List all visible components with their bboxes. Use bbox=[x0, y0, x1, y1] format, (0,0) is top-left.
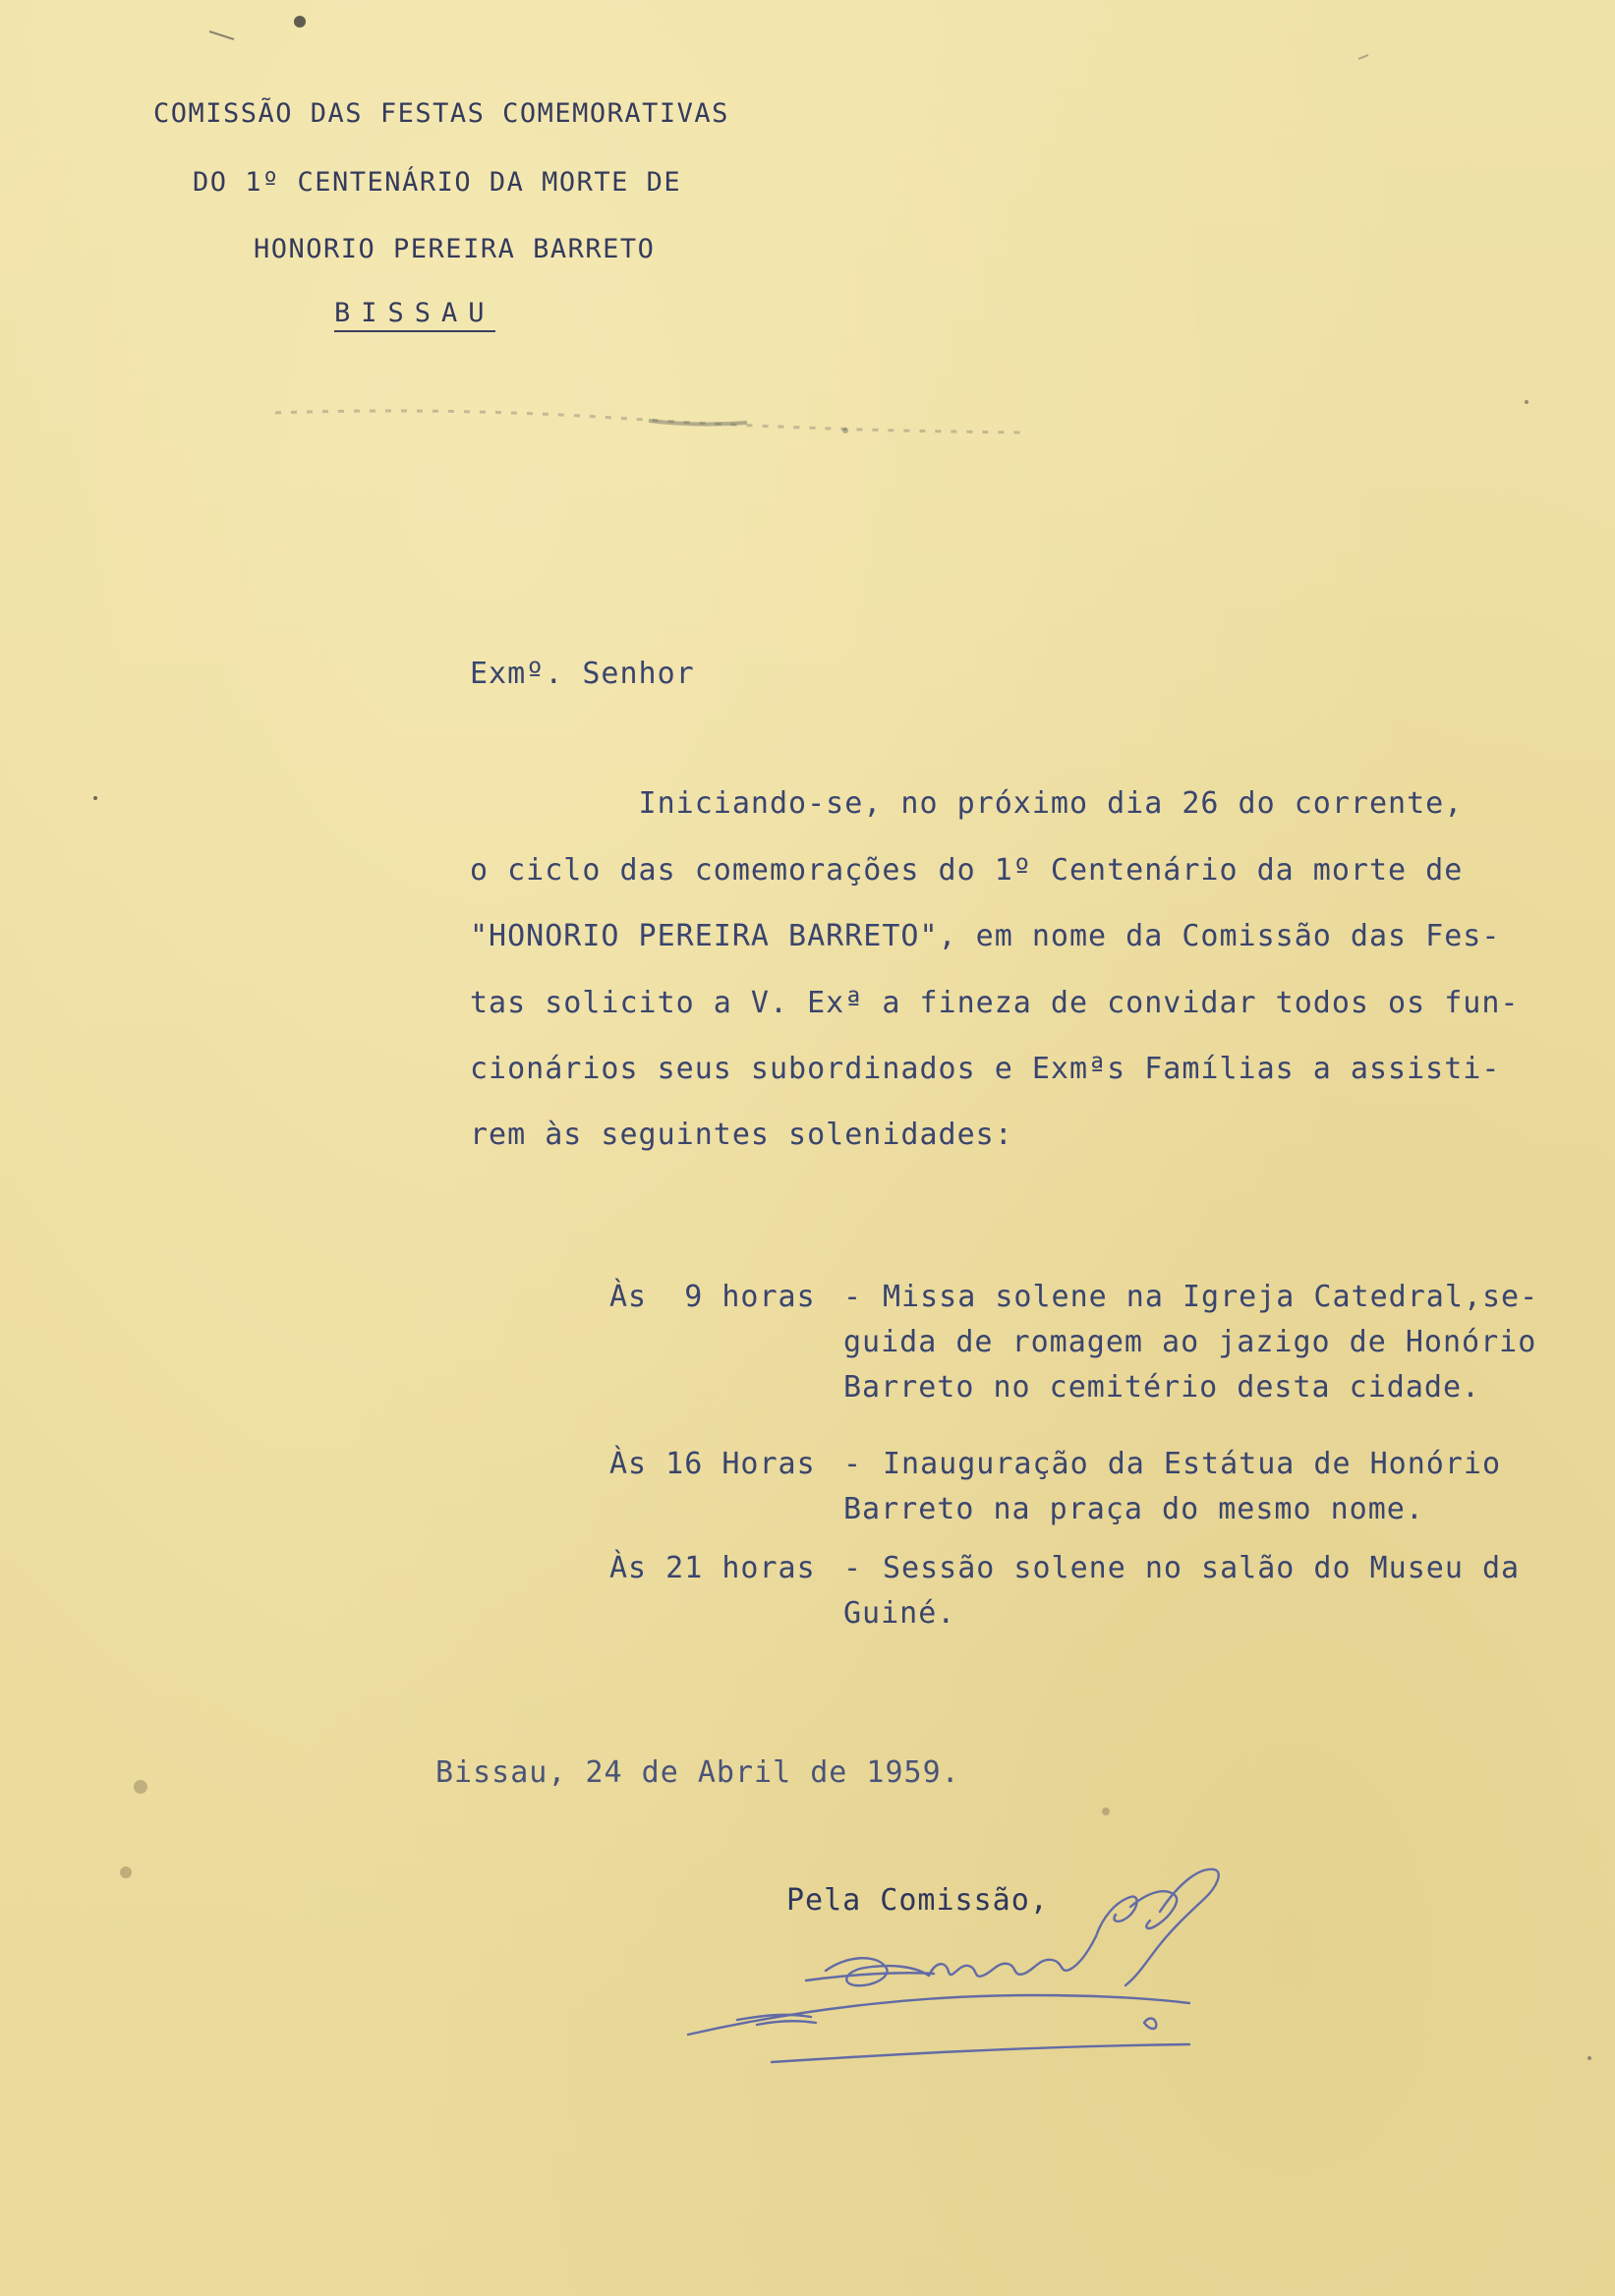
header-line-3: HONORIO PEREIRA BARRETO bbox=[254, 234, 656, 264]
header-line-1: COMISSÃO DAS FESTAS COMEMORATIVAS bbox=[153, 98, 729, 129]
salutation: Exmº. Senhor bbox=[470, 657, 695, 691]
date-line: Bissau, 24 de Abril de 1959. bbox=[435, 1755, 960, 1790]
schedule-text: Barreto no cemitério desta cidade. bbox=[843, 1370, 1481, 1405]
schedule-time: Às 21 horas bbox=[609, 1551, 816, 1585]
schedule-dash: - bbox=[843, 1280, 863, 1314]
schedule-dash: - bbox=[843, 1551, 863, 1585]
closing: Pela Comissão, bbox=[786, 1883, 1049, 1918]
schedule-text: guida de romagem ao jazigo de Honório bbox=[843, 1325, 1537, 1359]
handwritten-signature bbox=[678, 1848, 1307, 2074]
paragraph-line: "HONORIO PEREIRA BARRETO", em nome da Comissão das Fes- bbox=[470, 919, 1501, 953]
paragraph-line: tas solicito a V. Exª a fineza de convidar todos os fun- bbox=[470, 986, 1520, 1020]
schedule-time: Às 16 Horas bbox=[609, 1447, 816, 1481]
paragraph-line: Iniciando-se, no próximo dia 26 do corrente, bbox=[470, 786, 1464, 821]
paragraph-line: o ciclo das comemorações do 1º Centenário da morte de bbox=[470, 853, 1464, 888]
header-city: BISSAU bbox=[334, 298, 495, 332]
ink-smudge bbox=[275, 393, 1022, 452]
schedule-text: Inauguração da Estátua de Honório bbox=[883, 1447, 1502, 1481]
schedule-text: Missa solene na Igreja Catedral,se- bbox=[883, 1280, 1539, 1314]
paragraph-line: cionários seus subordinados e Exmªs Famílias a assisti- bbox=[470, 1052, 1501, 1086]
schedule-text: Guiné. bbox=[843, 1596, 956, 1631]
header-line-2: DO 1º CENTENÁRIO DA MORTE DE bbox=[193, 167, 682, 198]
schedule-dash: - bbox=[843, 1447, 863, 1481]
schedule-time: Às 9 horas bbox=[609, 1280, 816, 1314]
schedule-text: Barreto na praça do mesmo nome. bbox=[843, 1492, 1424, 1526]
schedule-text: Sessão solene no salão do Museu da bbox=[883, 1551, 1521, 1585]
paragraph-line: rem às seguintes solenidades: bbox=[470, 1118, 1013, 1152]
